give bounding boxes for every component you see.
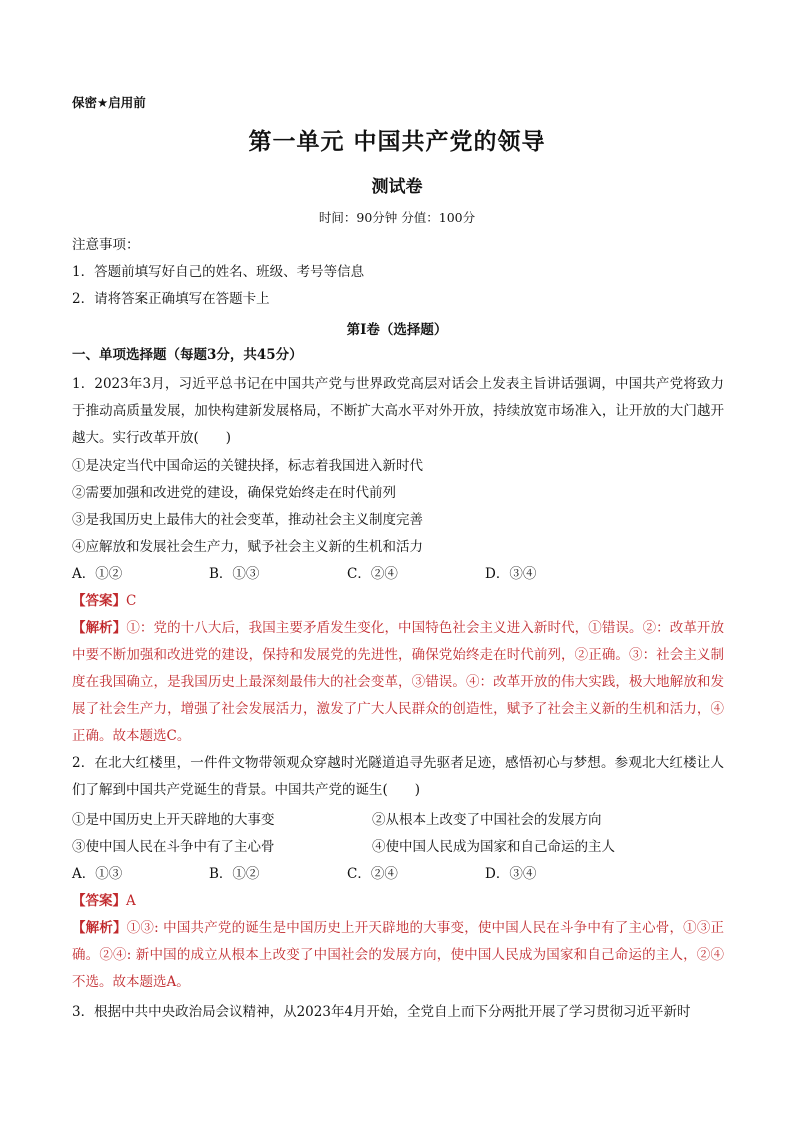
question-2-option-d: D．③④ <box>485 866 537 882</box>
question-1-option-b: B．①③ <box>209 566 260 582</box>
question-2-option-b: B．①② <box>209 866 260 882</box>
note-item: 2．请将答案正确填写在答题卡上 <box>72 291 270 307</box>
answer-value: C <box>126 593 137 609</box>
question-1-option-d: D．③④ <box>485 566 537 582</box>
analysis-label: 【解析】 <box>72 920 127 936</box>
question-1-analysis <box>72 615 724 750</box>
page-subtitle: 测试卷 <box>371 177 423 197</box>
confidential-label: 保密★启用前 <box>72 95 146 110</box>
question-1-option-c: C．②④ <box>347 566 398 582</box>
answer-label: 【答案】 <box>72 893 126 909</box>
question-1-option-a: A．①② <box>72 566 123 582</box>
page-title: 第一单元 中国共产党的领导 <box>248 129 546 155</box>
answer-value: A <box>126 893 136 909</box>
question-2-option-c: C．②④ <box>347 866 398 882</box>
question-2-statement: ②从根本上改变了中国社会的发展方向 <box>372 812 602 828</box>
question-1-statement: ①是决定当代中国命运的关键抉择，标志着我国进入新时代 <box>72 458 423 474</box>
question-1-stem: 1．2023年3月，习近平总书记在中国共产党与世界政党高层对话会上发表主旨讲话强调，中国共产党将致力于推动高质量发展，加快构建新发展格局，不断扩大高水平对外开放，持续放宽市场准入，让开放的大门越开越大。实行改革开放( ) <box>72 376 724 446</box>
analysis-label: 【解析】 <box>72 620 127 636</box>
question-2-option-a: A．①③ <box>72 866 123 882</box>
notes-heading: 注意事项： <box>72 237 140 253</box>
part-heading: 一、单项选择题（每题3分，共45分） <box>72 347 303 363</box>
question-2-statement: ①是中国历史上开天辟地的大事变 <box>72 812 275 828</box>
question-1-answer <box>72 592 136 610</box>
section-title: 第I卷（选择题） <box>346 322 448 338</box>
answer-label: 【答案】 <box>72 593 126 609</box>
question-2-stem: 2．在北大红楼里，一件件文物带领观众穿越时光隧道追寻先驱者足迹，感悟初心与梦想。参观北大红楼让人们了解到中国共产党诞生的背景。中国共产党的诞生( ) <box>72 755 724 798</box>
question-2-answer <box>72 892 136 910</box>
question-1-statement: ④应解放和发展社会生产力，赋予社会主义新的生机和活力 <box>72 539 423 555</box>
time-score-info: 时间：90分钟 分值：100分 <box>318 210 476 225</box>
question-2-statement: ④使中国人民成为国家和自己命运的主人 <box>372 839 615 855</box>
analysis-text: ①③: 中国共产党的诞生是中国历史上开天辟地的大事变，使中国人民在斗争中有了主心骨，①③正确。②④: 新中国的成立从根本上改变了中国社会的发展方向，使中国人民成为国家和自己命运的主人，②④不选。故本题选A。 <box>72 920 725 990</box>
question-2-statement: ③使中国人民在斗争中有了主心骨 <box>72 839 275 855</box>
question-1-statement: ②需要加强和改进党的建设，确保党始终走在时代前列 <box>72 485 396 501</box>
analysis-text: ①：党的十八大后，我国主要矛盾发生变化，中国特色社会主义进入新时代，①错误。②：改革开放中要不断加强和改进党的建设，保持和发展党的先进性，确保党始终走在时代前列，②正确。③：社会主义制度在我国确立，是我国历史上最深刻最伟大的社会变革，③错误。④：改革开放的伟大实践，极大地解放和发展了社会生产力，增强了社会发展活力，激发了广大人民群众的创造性，赋予了社会主义新的生机和活力，④正确。故本题选C。 <box>72 620 725 744</box>
question-2-analysis <box>72 915 724 996</box>
note-item: 1．答题前填写好自己的姓名、班级、考号等信息 <box>72 264 365 280</box>
question-1-statement: ③是我国历史上最伟大的社会变革，推动社会主义制度完善 <box>72 512 423 528</box>
question-3-stem: 3．根据中共中央政治局会议精神，从2023年4月开始，全党自上而下分两批开展了学习贯彻习近平新时 <box>72 1004 691 1020</box>
